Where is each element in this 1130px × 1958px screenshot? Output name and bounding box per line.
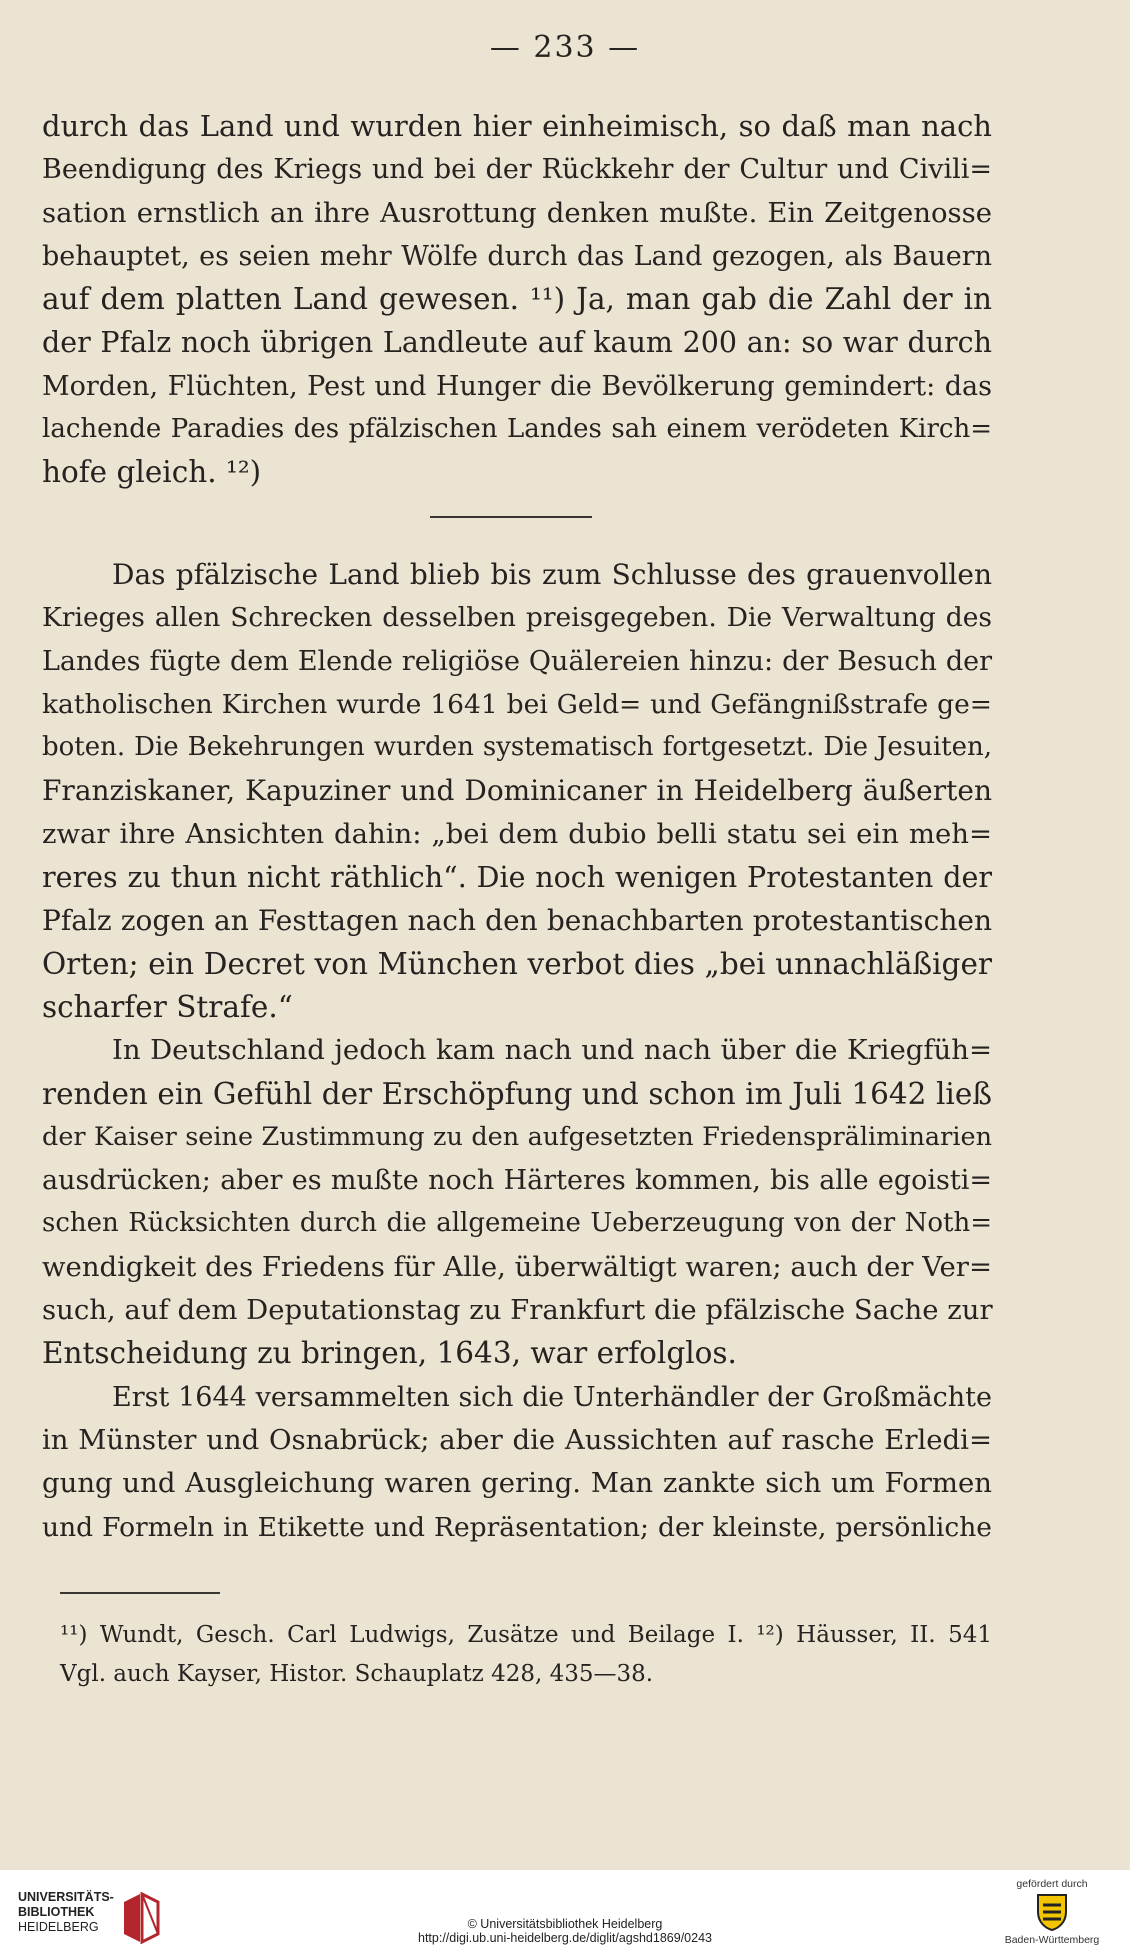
text-line: katholischen Kirchen wurde 1641 bei Geld= und Gefängnißstrafe ge= (42, 688, 992, 720)
text-line: in Münster und Osnabrück; aber die Aussichten auf rasche Erledi= (42, 1423, 992, 1456)
paragraph-1 (42, 105, 992, 495)
permalink-url[interactable]: http://digi.ub.uni-heidelberg.de/diglit/agshd1869/0243 (418, 1931, 712, 1945)
text-line: Das pfälzische Land blieb bis zum Schlusse des grauenvollen (112, 558, 992, 591)
footnote-rule (60, 1592, 220, 1594)
text-line: gung und Ausgleichung waren gering. Man zankte sich um Formen (42, 1467, 992, 1500)
text-line: behauptet, es seien mehr Wölfe durch das Land gezogen, als Bauern (42, 240, 992, 272)
sponsor-block (992, 1878, 1112, 1946)
sponsor-name: Baden-Württemberg (1004, 1934, 1100, 1946)
text-line: der Pfalz noch übrigen Landleute auf kaum 200 an: so war durch (42, 326, 992, 360)
coat-of-arms-icon (1035, 1892, 1069, 1932)
sponsor-label: gefördert durch (1016, 1878, 1088, 1890)
text-line: durch das Land und wurden hier einheimisch, so daß man nach (42, 109, 992, 143)
text-line: der Kaiser seine Zustimmung zu den aufgesetzten Friedenspräliminarien (42, 1121, 992, 1152)
text-line: Franziskaner, Kapuziner und Dominicaner in Heidelberg äußerten (42, 774, 992, 808)
page-number: — 233 — (489, 30, 641, 65)
text-line: reres zu thun nicht räthlich“. Die noch wenigen Protestanten der (42, 861, 992, 895)
text-line: Krieges allen Schrecken desselben preisgegeben. Die Verwaltung des (42, 602, 992, 634)
text-line: Pfalz zogen an Festtagen nach den benachbarten protestantischen (42, 904, 992, 938)
footnotes (60, 1616, 992, 1694)
text-line: hofe gleich. ¹²) (42, 455, 262, 490)
text-line: scharfer Strafe.“ (42, 989, 293, 1024)
copyright-notice (0, 1917, 1130, 1945)
footnote-line: ¹¹) Wundt, Gesch. Carl Ludwigs, Zusätze und Beilage I. ¹²) Häusser, II. 541 (60, 1622, 992, 1648)
text-line: Morden, Flüchten, Pest und Hunger die Bevölkerung gemindert: das (42, 370, 992, 402)
text-line: zwar ihre Ansichten dahin: „bei dem dubio belli statu sei ein meh= (42, 817, 992, 850)
text-line: Erst 1644 versammelten sich die Unterhändler der Großmächte (112, 1381, 992, 1413)
text-line: schen Rücksichten durch die allgemeine Ueberzeugung von der Noth= (42, 1208, 992, 1239)
section-separator (430, 516, 592, 518)
text-line: sation ernstlich an ihre Ausrottung denken mußte. Ein Zeitgenosse (42, 196, 992, 229)
text-line: lachende Paradies des pfälzischen Landes sah einem verödeten Kirch= (42, 414, 992, 445)
text-line: ausdrücken; aber es mußte noch Härteres kommen, bis alle egoisti= (42, 1165, 992, 1197)
library-name-line: UNIVERSITÄTS- (18, 1890, 114, 1904)
text-line: Entscheidung zu bringen, 1643, war erfolglos. (42, 1336, 737, 1371)
text-line: und Formeln in Etikette und Repräsentation; der kleinste, persönliche (42, 1511, 992, 1543)
text-line: wendigkeit des Friedens für Alle, überwältigt waren; auch der Ver= (42, 1250, 992, 1283)
text-line: Orten; ein Decret von München verbot dies „bei unnachläßiger (42, 946, 992, 981)
text-line: renden ein Gefühl der Erschöpfung und schon im Juli 1642 ließ (42, 1076, 992, 1111)
text-line: Landes fügte dem Elende religiöse Quälereien hinzu: der Besuch der (42, 645, 992, 677)
text-line: Beendigung des Kriegs und bei der Rückkehr der Cultur und Civili= (42, 154, 992, 186)
text-line: such, auf dem Deputationstag zu Frankfurt die pfälzische Sache zur (42, 1294, 993, 1327)
paragraph-2 (42, 553, 992, 1549)
copyright-text: © Universitätsbibliothek Heidelberg (467, 1917, 663, 1931)
library-name-line: BIBLIOTHEK (18, 1905, 95, 1919)
text-line: In Deutschland jedoch kam nach und nach über die Kriegfüh= (112, 1034, 992, 1067)
footnote-line: Vgl. auch Kayser, Histor. Schauplatz 428, 435—38. (60, 1661, 654, 1687)
viewer-footer (0, 1870, 1130, 1958)
library-name-line: HEIDELBERG (18, 1920, 99, 1934)
text-line: boten. Die Bekehrungen wurden systematisch fortgesetzt. Die Jesuiten, (42, 732, 992, 763)
text-line: auf dem platten Land gewesen. ¹¹) Ja, man gab die Zahl der in (42, 282, 992, 317)
